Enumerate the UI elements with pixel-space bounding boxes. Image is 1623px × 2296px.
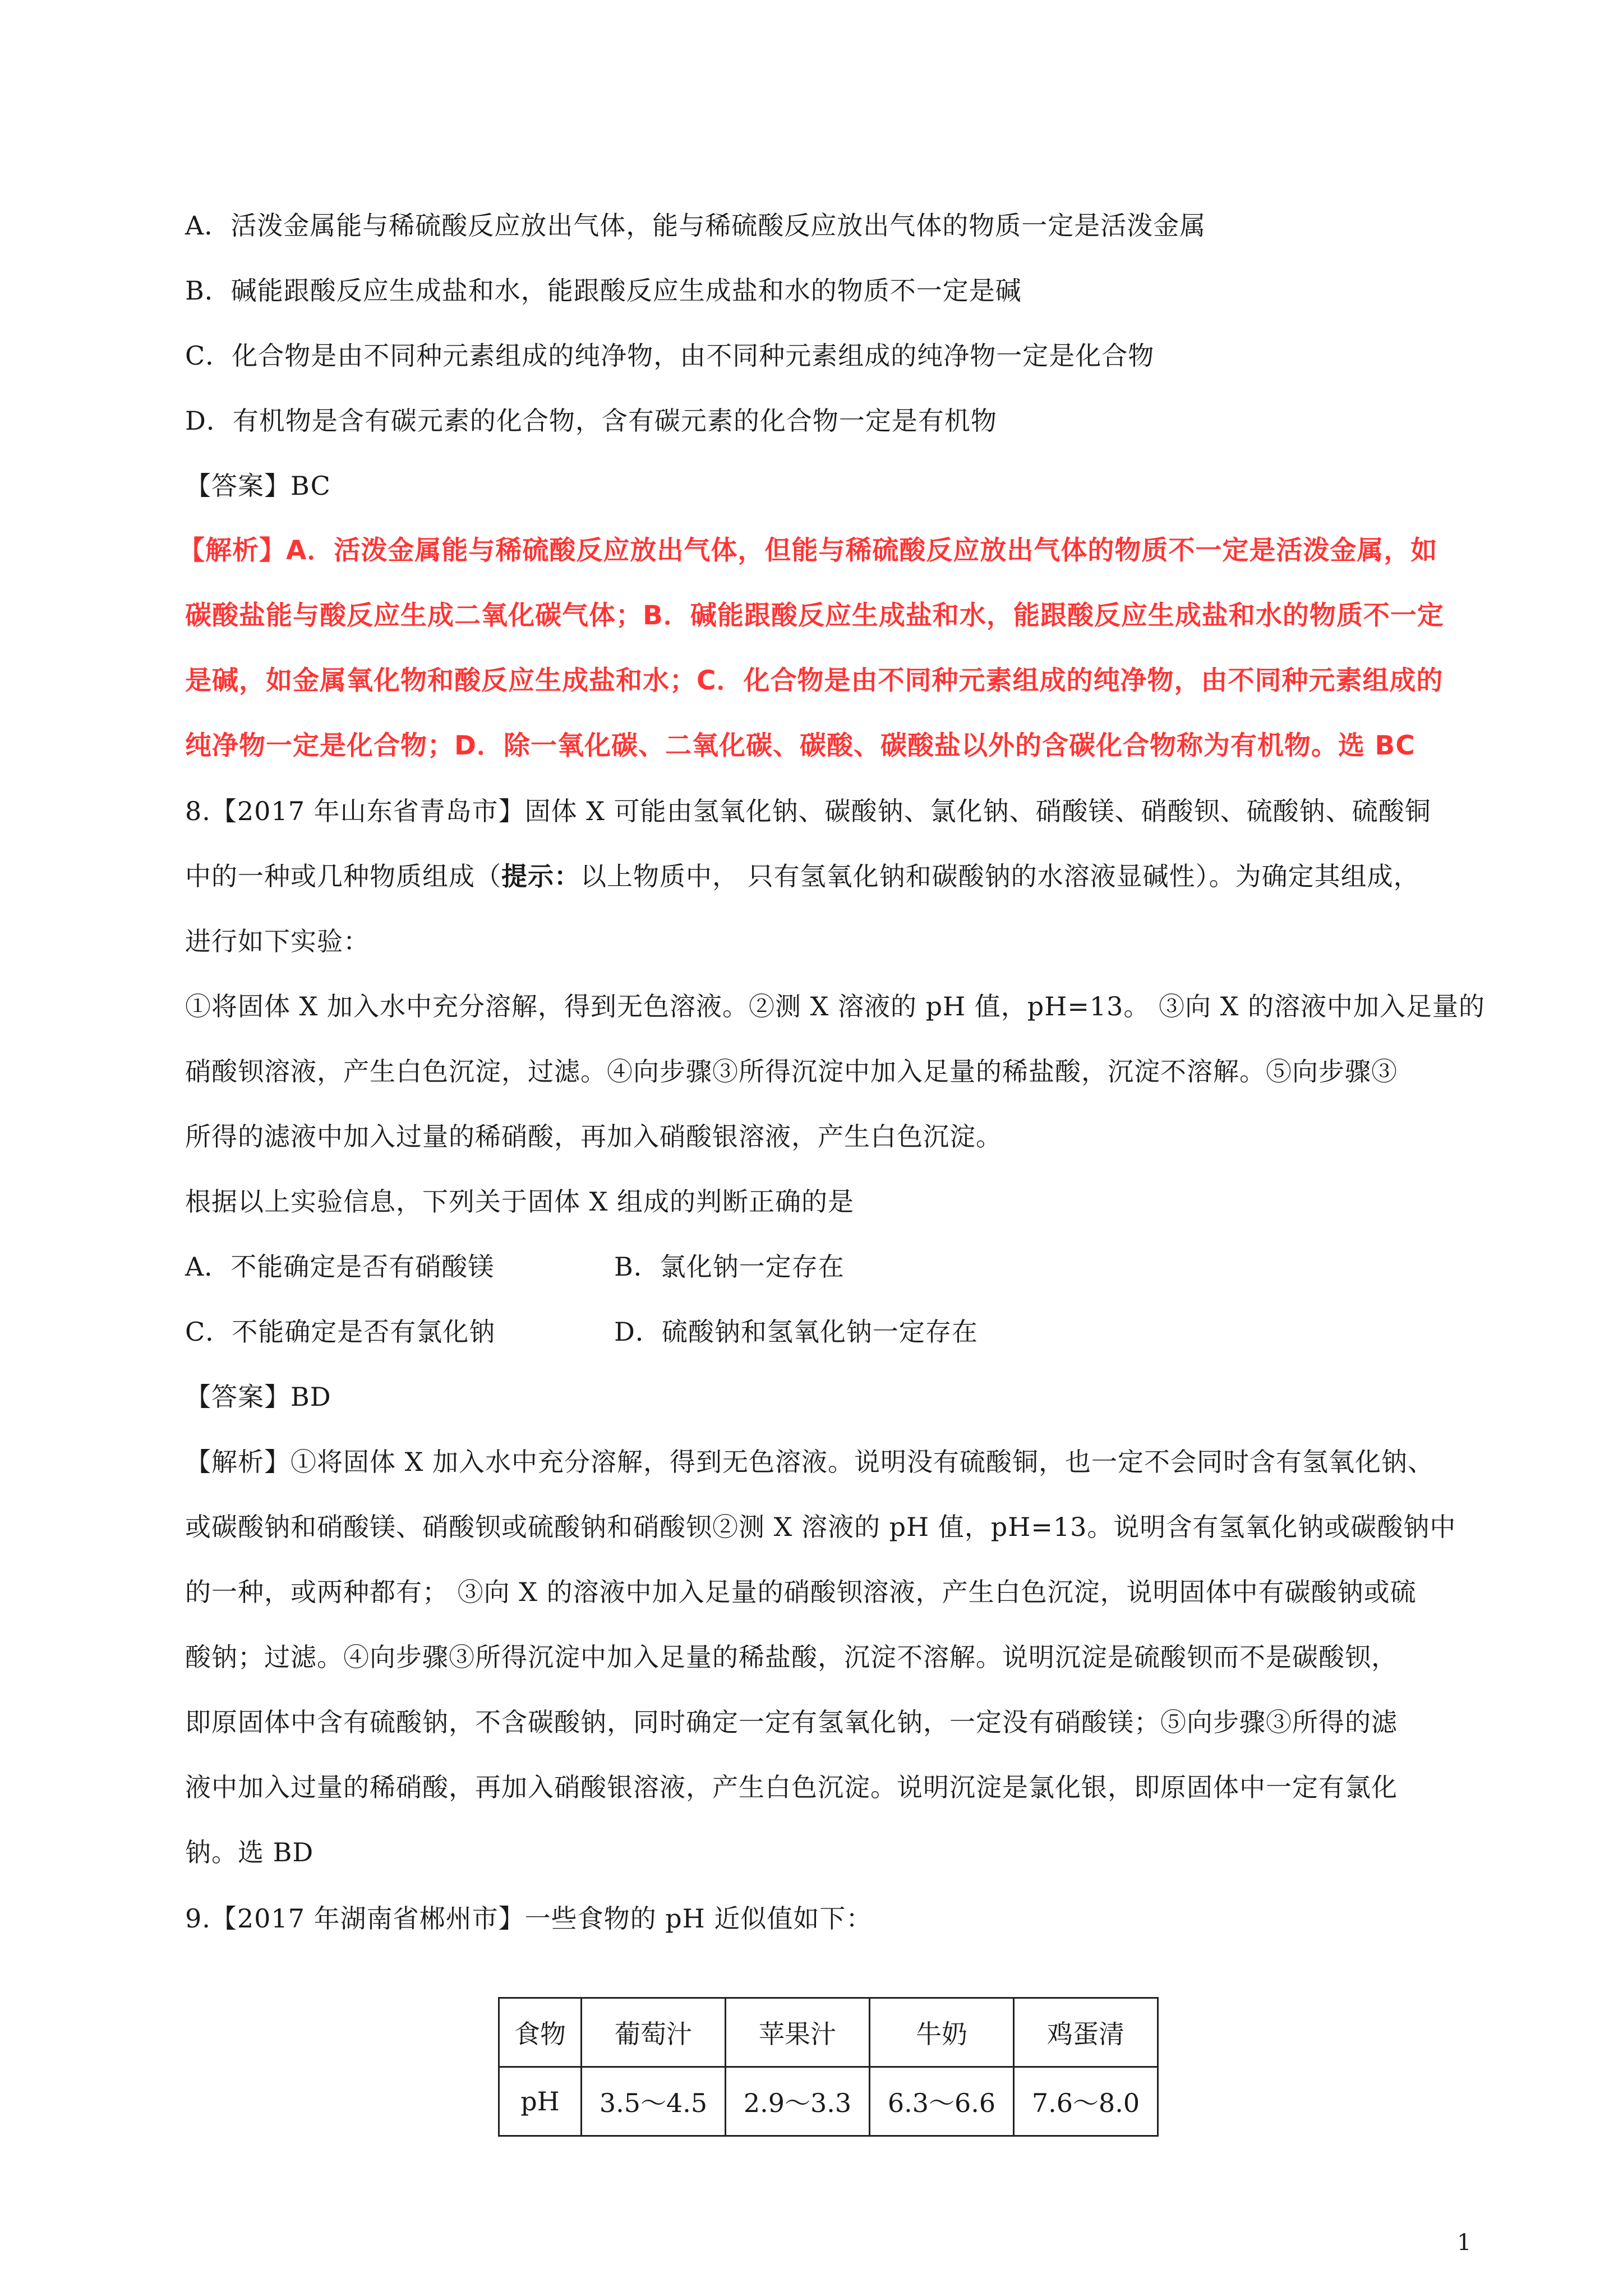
q8-question: 根据以上实验信息，下列关于固体 X 组成的判断正确的是 (185, 1186, 854, 1217)
table-header-cell: 苹果汁 (726, 1998, 870, 2067)
page-number: 1 (1457, 2230, 1472, 2256)
table-header-cell: 牛奶 (870, 1998, 1014, 2067)
table-header-cell: 鸡蛋清 (1014, 1998, 1158, 2067)
table-cell: pH (499, 2067, 582, 2136)
q7-analysis-line-3: 是碱，如金属氧化物和酸反应生成盐和水；C．化合物是由不同种元素组成的纯净物，由不同种元素组成的 (185, 665, 1444, 696)
table-cell: 3.5～4.5 (582, 2067, 726, 2136)
q8-analysis-line-5: 即原固体中含有硫酸钠，不含碳酸钠，同时确定一定有氢氧化钠，一定没有硝酸镁；⑤向步骤③所得的滤 (185, 1707, 1398, 1737)
q7-analysis-line-1: 【解析】A．活泼金属能与稀硫酸反应放出气体，但能与稀硫酸反应放出气体的物质不一定是活泼金属，如 (178, 535, 1438, 566)
q8-analysis-line-7: 钠。选 BD (185, 1837, 314, 1867)
q7-analysis-line-4: 纯净物一定是化合物；D．除一氧化碳、二氧化碳、碳酸、碳酸盐以外的含碳化合物称为有机物。选 BC (185, 730, 1415, 761)
q8-step-line-3: 所得的滤液中加入过量的稀硝酸，再加入硝酸银溶液，产生白色沉淀。 (185, 1121, 1002, 1152)
table-cell: 6.3～6.6 (870, 2067, 1014, 2136)
q8-option-d: D．硫酸钠和氢氧化钠一定存在 (614, 1317, 978, 1347)
q8-option-a: A．不能确定是否有硝酸镁 (185, 1251, 495, 1282)
q8-stem-line-1: 8.【2017 年山东省青岛市】固体 X 可能由氢氧化钠、碳酸钠、氯化钠、硝酸镁、硝酸钡、硫酸钠、硫酸铜 (185, 796, 1431, 826)
table-header-cell: 食物 (499, 1998, 582, 2067)
table-cell: 7.6～8.0 (1014, 2067, 1158, 2136)
q8-analysis-line-1: 【解析】①将固体 X 加入水中充分溶解，得到无色溶液。说明没有硫酸铜，也一定不会同时含有氢氧化钠、 (185, 1447, 1434, 1477)
table-header-cell: 葡萄汁 (582, 1998, 726, 2067)
q8-option-row-1 (185, 1250, 845, 1283)
q8-analysis-line-4: 酸钠；过滤。④向步骤③所得沉淀中加入足量的稀盐酸，沉淀不溶解。说明沉淀是硫酸钡而不是碳酸钡， (185, 1642, 1398, 1672)
q8-stem-line-3: 进行如下实验： (185, 926, 370, 956)
q8-stem-line-2-pre: 中的一种或几种物质组成（ (185, 861, 501, 891)
q8-analysis-line-2: 或碳酸钠和硝酸镁、硝酸钡或硫酸钠和硝酸钡②测 X 溶液的 pH 值，pH=13。说明含有氢氧化钠或碳酸钠中 (185, 1512, 1456, 1542)
q7-answer: 【答案】BC (185, 471, 331, 501)
q8-hint-label: 提示： (501, 861, 580, 891)
ph-table (498, 1997, 1159, 2137)
q8-stem-line-2-post: 以上物质中， 只有氢氧化钠和碳酸钠的水溶液显碱性）。为确定其组成， (580, 861, 1420, 891)
table-cell: 2.9～3.3 (726, 2067, 870, 2136)
q9-stem: 9.【2017 年湖南省郴州市】一些食物的 pH 近似值如下： (185, 1903, 873, 1934)
q7-option-a: A．活泼金属能与稀硫酸反应放出气体，能与稀硫酸反应放出气体的物质一定是活泼金属 (185, 210, 1206, 241)
q8-option-row-2 (185, 1315, 978, 1349)
q7-option-d: D．有机物是含有碳元素的化合物，含有碳元素的化合物一定是有机物 (185, 406, 997, 436)
table-row (499, 2067, 1158, 2136)
q8-option-c: C．不能确定是否有氯化钠 (185, 1317, 496, 1347)
q8-answer: 【答案】BD (185, 1382, 331, 1412)
q7-option-b: B．碱能跟酸反应生成盐和水，能跟酸反应生成盐和水的物质不一定是碱 (185, 275, 1022, 306)
q8-option-b: B．氯化钠一定存在 (614, 1251, 845, 1282)
q8-analysis-line-3: 的一种，或两种都有； ③向 X 的溶液中加入足量的硝酸钡溶液，产生白色沉淀，说明固体中有碳酸钠或硫 (185, 1577, 1417, 1607)
table-row (499, 1998, 1158, 2067)
q8-stem-line-2 (185, 859, 1420, 893)
q7-option-c: C．化合物是由不同种元素组成的纯净物，由不同种元素组成的纯净物一定是化合物 (185, 341, 1155, 371)
q8-step-line-1: ①将固体 X 加入水中充分溶解，得到无色溶液。②测 X 溶液的 pH 值，pH=13。 ③向 X 的溶液中加入足量的 (185, 991, 1486, 1022)
q8-analysis-line-6: 液中加入过量的稀硝酸，再加入硝酸银溶液，产生白色沉淀。说明沉淀是氯化银，即原固体中一定有氯化 (185, 1772, 1398, 1802)
q8-step-line-2: 硝酸钡溶液，产生白色沉淀，过滤。④向步骤③所得沉淀中加入足量的稀盐酸，沉淀不溶解。⑤向步骤③ (185, 1056, 1398, 1087)
q7-analysis-line-2: 碳酸盐能与酸反应生成二氧化碳气体；B．碱能跟酸反应生成盐和水，能跟酸反应生成盐和水的物质不一定 (185, 600, 1444, 631)
